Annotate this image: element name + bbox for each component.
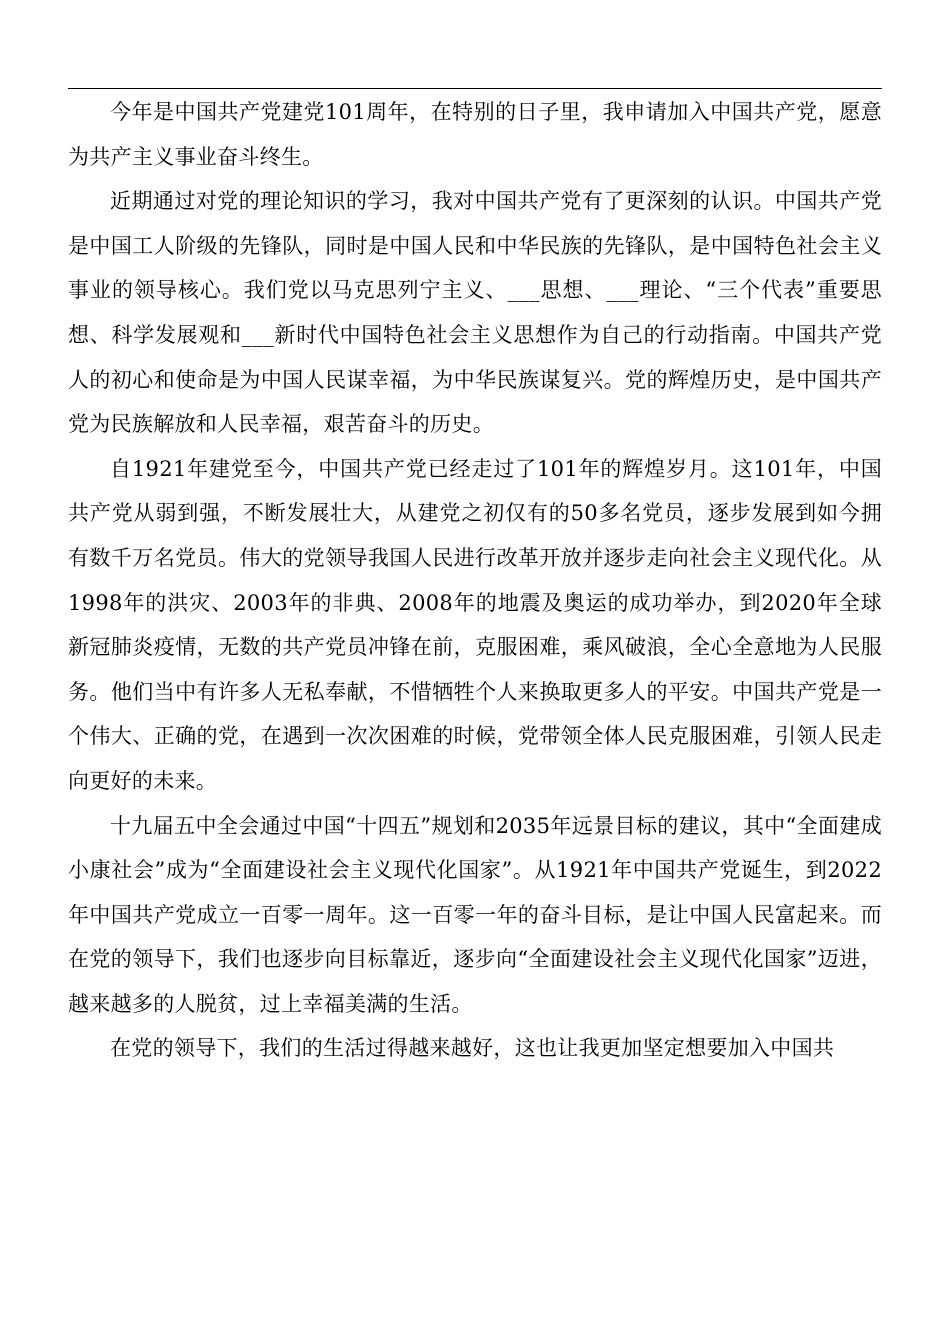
header-rule [68, 88, 882, 89]
paragraph-3: 自1921年建党至今，中国共产党已经走过了101年的辉煌岁月。这101年，中国共产党从弱到强，不断发展壮大，从建党之初仅有的50多名党员，逐步发展到如今拥有数千万名党员。伟大的党领导我国人民进行改革开放并逐步走向社会主义现代化。从1998年的洪灾、2003年的非典、2008年的地震及奥运的成功举办，到2020年全球新冠肺炎疫情，无数的共产党员冲锋在前，克服困难，乘风破浪，全心全意地为人民服务。他们当中有许多人无私奉献，不惜牺牲个人来换取更多人的平安。中国共产党是一个伟大、正确的党，在遇到一次次困难的时候，党带领全体人民克服困难，引领人民走向更好的未来。 [68, 456, 882, 793]
paragraph-1: 今年是中国共产党建党101周年，在特别的日子里，我申请加入中国共产党，愿意为共产主义事业奋斗终生。 [68, 100, 882, 169]
paragraph-4: 十九届五中全会通过中国“十四五”规划和2035年远景目标的建议，其中“全面建成小康社会”成为“全面建设社会主义现代化国家”。从1921年中国共产党诞生，到2022年中国共产党成立一百零一周年。这一百零一年的奋斗目标，是让中国人民富起来。而在党的领导下，我们也逐步向目标靠近，逐步向“全面建设社会主义现代化国家”迈进，越来越多的人脱贫，过上幸福美满的生活。 [68, 813, 882, 1016]
document-body [68, 90, 882, 1071]
paragraph-5: 在党的领导下，我们的生活过得越来越好，这也让我更加坚定想要加入中国共 [110, 1036, 835, 1061]
paragraph-2: 近期通过对党的理论知识的学习，我对中国共产党有了更深刻的认识。中国共产党是中国工人阶级的先锋队，同时是中国人民和中华民族的先锋队，是中国特色社会主义事业的领导核心。我们党以马克思列宁主义、___思想、___理论、“三个代表”重要思想、科学发展观和___新时代中国特色社会主义思想作为自己的行动指南。中国共产党人的初心和使命是为中国人民谋幸福，为中华民族谋复兴。党的辉煌历史，是中国共产党为民族解放和人民幸福，艰苦奋斗的历史。 [68, 189, 882, 437]
